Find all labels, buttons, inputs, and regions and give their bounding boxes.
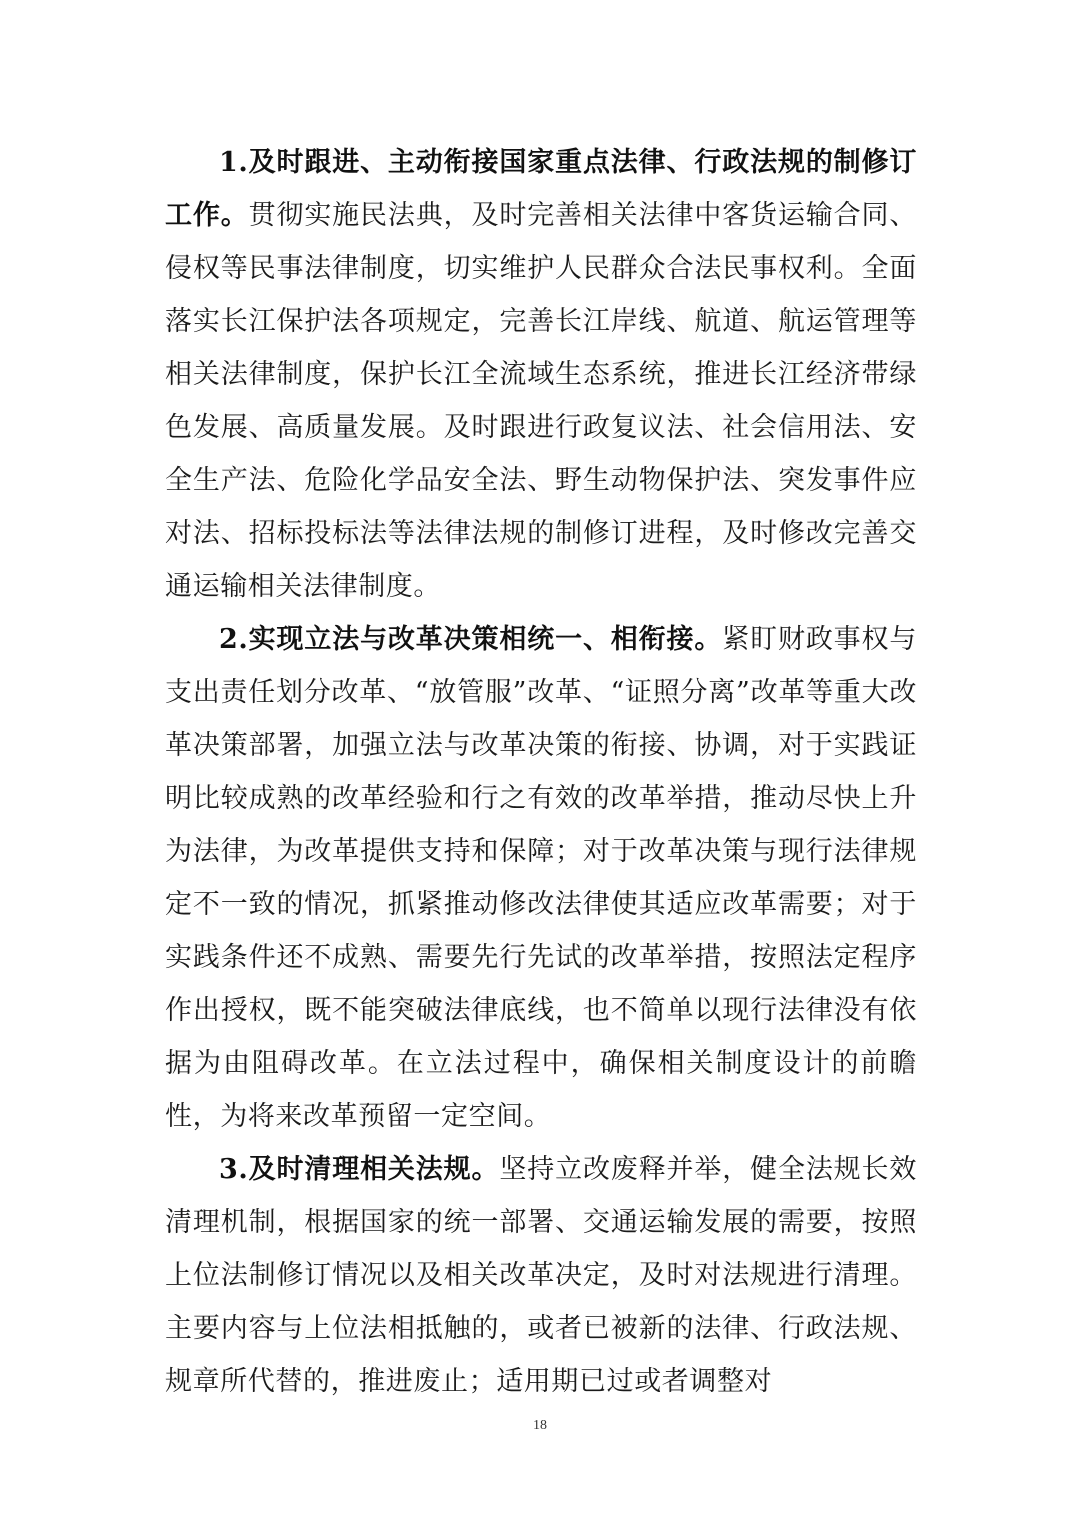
paragraph-2-heading: 2.实现立法与改革决策相统一、相衔接。 bbox=[219, 624, 723, 655]
paragraph-1 bbox=[165, 136, 917, 613]
paragraph-3 bbox=[165, 1143, 917, 1408]
paragraph-3-text: 坚持立改废释并举，健全法规长效清理机制，根据国家的统一部署、交通运输发展的需要，按照上位法制修订情况以及相关改革决定，及时对法规进行清理。主要内容与上位法相抵触的，或者已被新的法律、行政法规、规章所代替的，推进废止；适用期已过或者调整对 bbox=[165, 1154, 917, 1397]
page-number: 18 bbox=[533, 1418, 547, 1433]
document-body bbox=[165, 136, 917, 1408]
paragraph-3-heading: 3.及时清理相关法规。 bbox=[219, 1154, 500, 1185]
paragraph-1-heading: 1.及时跟进、主动衔接国家重点法律、行政法规的制修订工作。 bbox=[165, 147, 917, 231]
paragraph-1-text: 贯彻实施民法典，及时完善相关法律中客货运输合同、侵权等民事法律制度，切实维护人民群众合法民事权利。全面落实长江保护法各项规定，完善长江岸线、航道、航运管理等相关法律制度，保护长江全流域生态系统，推进长江经济带绿色发展、高质量发展。及时跟进行政复议法、社会信用法、安全生产法、危险化学品安全法、野生动物保护法、突发事件应对法、招标投标法等法律法规的制修订进程，及时修改完善交通运输相关法律制度。 bbox=[165, 200, 917, 602]
paragraph-2 bbox=[165, 613, 917, 1143]
paragraph-2-text: 紧盯财政事权与支出责任划分改革、“放管服”改革、“证照分离”改革等重大改革决策部署，加强立法与改革决策的衔接、协调，对于实践证明比较成熟的改革经验和行之有效的改革举措，推动尽快上升为法律，为改革提供支持和保障；对于改革决策与现行法律规定不一致的情况，抓紧推动修改法律使其适应改革需要；对于实践条件还不成熟、需要先行先试的改革举措，按照法定程序作出授权，既不能突破法律底线，也不简单以现行法律没有依据为由阻碍改革。在立法过程中，确保相关制度设计的前瞻性，为将来改革预留一定空间。 bbox=[165, 624, 918, 1132]
